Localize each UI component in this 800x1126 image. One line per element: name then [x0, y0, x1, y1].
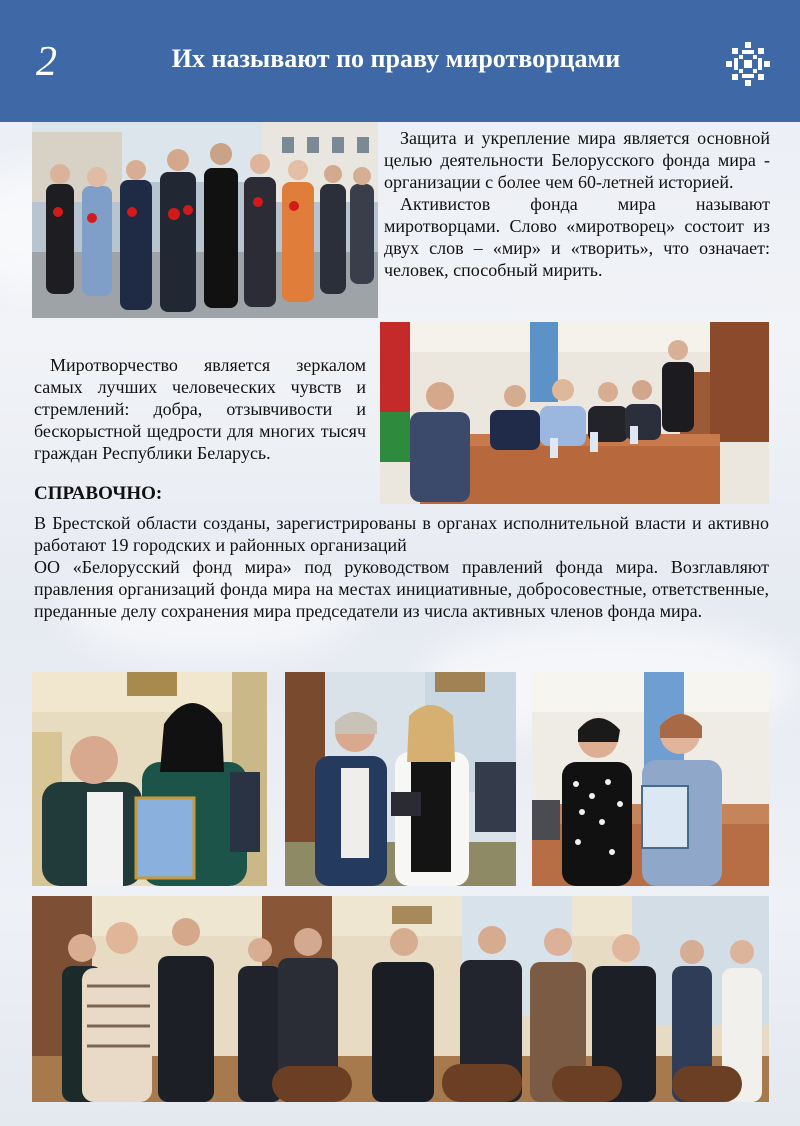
photo-memorial-ceremony — [32, 122, 378, 318]
photo-group-hall — [32, 896, 769, 1102]
mirror-paragraph: Миротворчество является зеркалом самых лучших человеческих чувств и стремлений: добра, отзывчивости и бескорыстной щедрости для многих тысяч граждан Республики Беларусь. — [34, 355, 366, 463]
reference-line-2: ОО «Белорусский фонд мира» под руководством правлений фонда мира. Возглавляют правления организаций фонда мира на местах инициативные, добросовестные, ответственные, преданные делу сохранения мира председатели из числа активных членов фонда мира. — [34, 557, 769, 621]
reference-text — [34, 512, 769, 622]
photo-conference-presidium — [380, 322, 769, 504]
photo-award-diploma-1 — [32, 672, 267, 886]
ornament-snowflake-icon — [724, 40, 772, 88]
photo-award-diploma-2 — [532, 672, 769, 886]
reference-heading: СПРАВОЧНО: — [34, 483, 163, 504]
intro-text — [384, 127, 770, 281]
intro-paragraph-1: Защита и укрепление мира является основной целью деятельности Белорусского фонда мира - организации с более чем 60-летней историей. — [384, 128, 770, 192]
intro-paragraph-2: Активистов фонда мира называют миротворцами. Слово «миротворец» состоит из двух слов – «мир» и «творить», что означает: человек, способный мирить. — [384, 194, 770, 280]
page-header — [0, 0, 800, 122]
mirror-text — [34, 354, 366, 464]
page-number: 2 — [36, 39, 57, 85]
reference-line-1: В Брестской области созданы, зарегистрированы в органах исполнительной власти и активно работают 19 городских и районных организаций — [34, 513, 769, 555]
page-title: Их называют по праву миротворцами — [171, 44, 621, 73]
photo-award-medal — [285, 672, 516, 886]
